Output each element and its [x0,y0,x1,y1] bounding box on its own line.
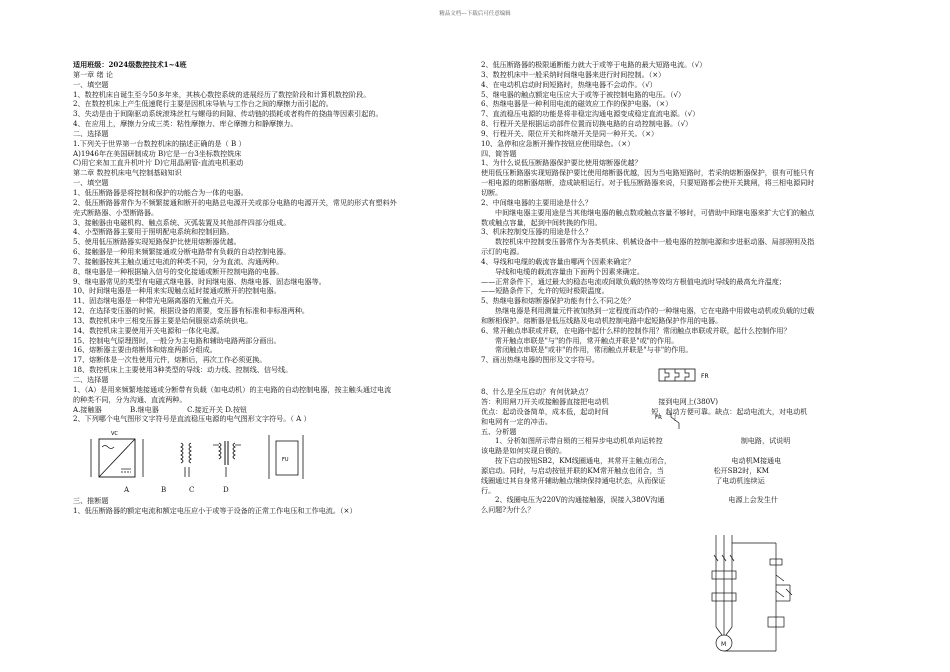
left-judgement-block [73,496,465,516]
text-line: 和断相保护。熔断器是低压线路及电动机控制电路中起短路保护作用的电器。 [481,315,723,325]
text-line: 17、熔断体是一次性使用元件，熔断后，再次工作必须更换。 [73,355,267,365]
text-line: 五、分析题 [481,426,517,436]
text-line: 6、常开触点串联或并联，在电路中起什么样的控制作用？常闭触点串联或并联，起什么控制作用？ [481,325,791,335]
text-line: C)用它来加工直升机叶片 D)它用晶闸管-直流电机驱动 [73,158,244,168]
text-line: 10、时间继电器是一种用来实现触点延时接通或断开的控制电器。 [73,286,281,296]
left-column [73,60,465,516]
figure-label-b: B [161,485,167,495]
text-line: 1、（A）是用来频繁地接通或分断带有负载（如电动机）的主电路的自动控制电器，按主触头通过电流 [73,384,392,394]
text-line: 二、选择题 [73,128,109,138]
text-line: 导线和电缆的载流容量由下面两个因素来确定。 [495,266,644,276]
fr-contact-label: FR [655,415,662,422]
electrical-symbols [73,425,373,485]
motor-control-circuit-diagram [706,531,816,666]
text-line: 常开触点串联是"与"的作用，常开触点并联是"或"的作用。 [495,335,679,345]
fu-label: FU [282,457,289,464]
text-line: 1、低压断路器的额定电流和额定电压应小于或等于设备的正常工作电压和工作电流。（×） [73,506,357,516]
text-line: 14、数控机床主要使用开关电源和一体化电源。 [73,325,224,335]
text-line: 行。 [481,485,496,495]
text-line: 常闭触点串联是"或非"的作用，常闭触点并联是"与非"的作用。 [495,345,693,355]
text-line: 第一章 绪 论 [73,69,113,79]
text-line: 7、画出热继电器的图形及文字符号。 [481,355,600,365]
text-line: 2、在数控机床上产生低速爬行主要是因机床导轨与工作台之间的摩擦力而引起的。 [73,99,333,109]
symbol-figure-labels [73,485,465,496]
text-line: 18、数控机床上主要使用3种类型的导线：动力线、控制线、信号线。 [73,365,293,375]
text-line: 15、控制电气原理图时，一般分为主电路和辅助电路两部分画出。 [73,335,281,345]
text-line: 2、低压断路器常作为不频繁接通和断开的电路总电源开关或部分电路的电源开关，常见的形式有塑料外 [73,197,397,207]
vc-label: VC [111,431,118,438]
page-header: 精品文档---下载后可任意编辑 [439,11,511,17]
text-line: 么问题?为什么？ [481,505,535,515]
text-line: 9、行程开关、限位开关和终端开关是同一种开关。（×） [481,128,659,138]
fr-label: FR [701,373,709,381]
text-line: 四、简答题 [481,148,517,158]
text-line: 优点：起动设备简单，成本低，起动时间 短，起动方便可靠。缺点：起动电流大，对电动机 [481,406,808,416]
text-line: 13、数控机床中三相变压器主要是给伺服驱动系统供电。 [73,315,253,325]
text-line: 1、分析如图所示带自锁的三相异步电动机单向运转控 制电路，试说明 [495,436,791,446]
text-line: 3、数控机床中一般采纳时间继电器来进行时间控制。（×） [481,69,666,79]
figure-label-a: A [124,485,130,495]
text-line: 中间继电器主要用途是当其他继电器的触点数或触点容量不够时，可借助中间继电器来扩大它们的触点 [495,207,815,217]
text-line: 4、在电动机启动时间短路时，热继电器不会动作。（√） [481,79,657,89]
text-line: 三、推断题 [73,496,109,506]
text-line: 5、继电器的触点额定电压应大于或等于被控制电路的电压。（√） [481,89,686,99]
text-line: 8、行程开关是根据运动部件位置而切换电路的自动控制电器。（√） [481,119,693,129]
text-line: 12、在选择变压器的时候，根据设备的需要，变压器有标准和非标准两种。 [73,306,310,316]
symbol-b-coils [181,443,191,477]
text-line: 的种类不同，分为沟通、直流两种。 [73,394,187,404]
text-line: 一、填空题 [73,79,109,89]
text-line: 壳式断路器、小型断路器。 [73,207,159,217]
text-line: 3、机床控制变压器的用途是什么？ [481,227,592,237]
text-line: 按下启动按钮SB2，KM线圈通电，其常开主触点闭合， 电动机M接通电 [495,456,782,466]
text-line: 4、在应用上，摩擦力分成三类：粘性摩擦力、库仑摩擦力和静摩擦力。 [73,119,298,129]
text-line: 10、急停和应急断开操作按钮应使用绿色。（×） [481,138,635,148]
text-line: A)1946年在美国研制成功 B)它是一台3坐标数控铣床 [73,148,242,158]
text-line: 1.下列关于世界第一台数控机床的描述正确的是（ B ） [73,138,246,148]
text-line: 和电网有一定的冲击。 [481,416,552,426]
text-line: 5、热继电器和熔断器保护功能有什么不同之处？ [481,296,635,306]
symbol-a-dc-power [91,431,143,477]
text-line: 切断。 [481,187,503,197]
text-line: 9、继电器常见的类型有电磁式继电器、时间继电器、热继电器、固态继电器等。 [73,276,326,286]
text-line: 3、接触器由电磁机构、触点系统、灭弧装置及其他部件四部分组成。 [73,217,291,227]
text-line: 6、热继电器是一种利用电流的磁效应工作的保护电器。（×） [481,99,673,109]
text-line: 4、小型断路器主要用于照明配电系统和控制回路。 [73,227,234,237]
text-line: 示灯的电源。 [481,247,524,257]
text-line: 2、低压断路器的极限通断能力就大于或等于电路的最大短路电流。（√） [481,60,707,69]
right-column [481,60,881,515]
text-line: 二、选择题 [73,375,109,384]
symbol-d-fuse [269,435,303,479]
symbol-figures [73,425,465,485]
text-line: 2、线圈电压为220V的沟通接触器，误接入380V沟通 电源上会发生什 [495,495,779,505]
figure-label-d: D [223,485,229,495]
text-line: 8、继电器是一种根据输入信号的变化接通或断开控制电路的电器。 [73,266,284,276]
text-line: 源启动。同时，与启动按钮并联的KM常开触点也闭合，当 松开SB2时，KM [481,465,769,475]
text-line: 答：利用闸刀开关或接触器直接把电动机 接到电网上(380V) [481,397,719,406]
text-line: 6、接触器是一种用来频繁接通或分断电路带有负载的自动控制电器。 [73,247,291,257]
q8-block [481,387,881,426]
thermal-relay-symbol [657,365,727,387]
text-line: 1、低压断路器是将控制和保护的功能合为一体的电器。 [73,187,248,197]
right-text-block [481,60,881,365]
text-line: 数控机床中控制变压器常作为各类机床、机械设备中一般电器的控制电源和步进驱动器、局部照明及指 [495,237,815,247]
text-line: 4、导线和电缆的载流容量由哪两个因素来确定？ [481,256,635,266]
motor-symbol-m: M [721,641,727,648]
fr-contact-symbol [653,409,693,431]
text-line: 适用班级：2024级数控技术1~4班 [73,60,187,69]
text-line: 数或触点容量，起到中间转换的作用。 [481,217,602,227]
text-line: 1、数控机床自诞生至今50多年来，其核心数控系统的进展经历了数控阶段和计算机数控阶段。 [73,89,371,99]
text-line: 第二章 数控机床电气控制基础知识 [73,168,182,178]
text-line: 16、熔断器主要由熔断体和熔座两部分组成。 [73,345,217,355]
left-text-block [73,60,465,424]
text-line: 7、接触器按其主触点通过电流的种类不同，分为直流、沟通两种。 [73,256,284,266]
text-line: ——正常条件下，通过最大的稳态电流或间歇负载的热等效均方根值电流时导线的最高允许温度； [481,276,787,286]
text-line: A.接触器 B.继电器 C.接近开关 D.按钮 [73,404,248,414]
text-line: 11、固态继电器是一种带光电隔离器的无触点开关。 [73,296,239,306]
text-line: 一相电源的熔断器熔断，造成缺相运行。对于低压断路器来说，只要短路都会使开关跳闸，将三相电源同时 [481,178,815,188]
text-line: ——短路条件下，允许的短时极限温度。 [481,286,609,296]
text-line: 5、使用低压断路器实现短路保护比使用熔断器优越。 [73,237,241,247]
text-line: 7、直流稳压电源的功能是将非稳定沟通电源变成稳定直流电源。（√） [481,109,700,119]
text-line: 2、下列哪个电气图形文字符号是直流稳压电源的电气图形文字符号。（ A ） [73,414,311,424]
symbol-c-transformer [213,441,241,477]
text-line: 热继电器是利用测量元件被加热到一定程度而动作的一种继电器，它在电路中用做电动机或负载的过载 [495,306,815,316]
text-line: 2、中间继电器的主要用途是什么？ [481,197,592,207]
text-line: 一、填空题 [73,178,109,188]
text-line: 线圈通过其自身常开辅助触点继续保持通电状态，从而保证 了电动机连续运 [481,475,765,485]
text-line: 使用低压断路器实现短路保护要比使用熔断器优越，因为当电路短路时，若采纳熔断器保护，很有可能只有 [481,168,815,178]
text-line: 3、失动是由于间隙驱动系统滚珠丝杠与螺母的间隙、传动链的损耗或者构件的挠曲等因素引起的。 [73,109,383,119]
figure-label-c: C [189,485,195,495]
right-analysis-block [481,427,881,516]
text-line: 8、什么是全压启动？有何优缺点？ [481,387,592,397]
text-line: 该电路是如何实现自锁的。 [481,446,567,456]
thermal-relay-figure-row [481,365,881,387]
text-line: 1、为什么说低压断路器保护要比使用熔断器优越？ [481,158,642,168]
